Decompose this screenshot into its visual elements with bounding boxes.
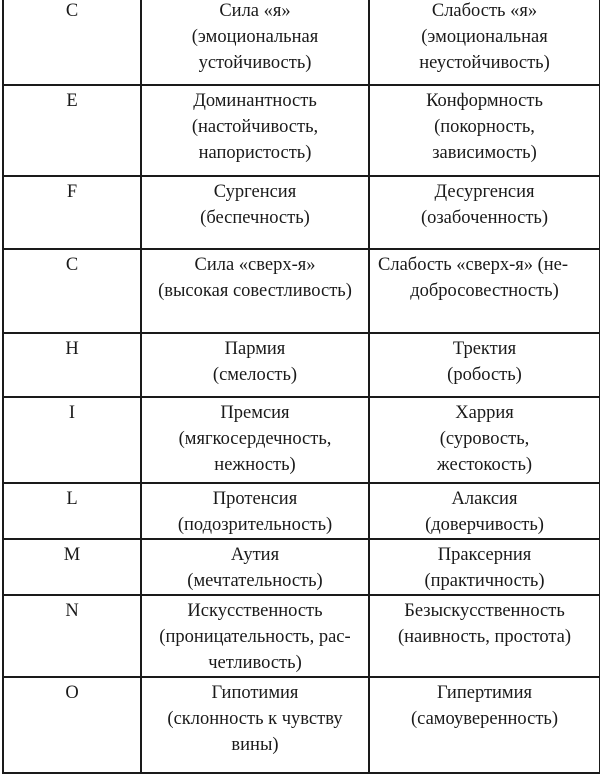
factor-code-text: C bbox=[65, 255, 79, 275]
high-pole-line: (эмоциональная bbox=[191, 27, 319, 47]
factor-code-text: I bbox=[68, 403, 76, 423]
table-row bbox=[3, 595, 600, 677]
personality-factor-table bbox=[2, 0, 600, 774]
high-pole-line: (подозрительность) bbox=[177, 515, 333, 535]
high-pole-line: нежность) bbox=[214, 455, 296, 475]
low-pole-line: зависимость) bbox=[432, 143, 537, 163]
table-row bbox=[3, 85, 600, 176]
factor-code bbox=[3, 397, 141, 483]
high-pole-cell bbox=[141, 483, 369, 539]
high-pole-line: устойчивость) bbox=[198, 53, 312, 73]
low-pole-line: (практичность) bbox=[424, 571, 545, 591]
low-pole-line: неустойчивость) bbox=[419, 53, 550, 73]
high-pole-line: вины) bbox=[231, 735, 279, 755]
high-pole-line: Аутия bbox=[230, 545, 280, 565]
factor-code-text: C bbox=[65, 1, 79, 21]
high-pole-cell bbox=[141, 333, 369, 397]
table-row bbox=[3, 176, 600, 249]
high-pole-line: (склонность к чувству bbox=[167, 709, 343, 729]
factor-code bbox=[3, 483, 141, 539]
factor-code bbox=[3, 85, 141, 176]
low-pole-cell bbox=[369, 595, 600, 677]
low-pole-line: (эмоциональная bbox=[421, 27, 548, 47]
table-row bbox=[3, 249, 600, 333]
high-pole-cell bbox=[141, 249, 369, 333]
low-pole-cell bbox=[369, 0, 600, 85]
low-pole-cell bbox=[369, 176, 600, 249]
low-pole-line: (наивность, простота) bbox=[397, 627, 572, 647]
low-pole-line: (доверчивость) bbox=[425, 515, 544, 535]
factor-code-text: N bbox=[65, 601, 79, 621]
factor-code bbox=[3, 176, 141, 249]
high-pole-line: Сила «сверх-я» bbox=[194, 255, 316, 275]
low-pole-line: Тректия bbox=[452, 339, 517, 359]
low-pole-line: жестокость) bbox=[436, 455, 533, 475]
factor-code-text: H bbox=[65, 339, 79, 359]
low-pole-cell bbox=[369, 483, 600, 539]
high-pole-line: Сургенсия bbox=[213, 182, 297, 202]
high-pole-line: напористость) bbox=[198, 143, 312, 163]
low-pole-line: Безыскусственность bbox=[404, 601, 565, 621]
low-pole-line: (робость) bbox=[447, 365, 522, 385]
high-pole-line: (высокая совестливость) bbox=[158, 281, 352, 301]
low-pole-line: Слабость «сверх-я» (не- bbox=[378, 255, 569, 275]
high-pole-line: (проницательность, рас- bbox=[159, 627, 351, 647]
high-pole-cell bbox=[141, 0, 369, 85]
high-pole-cell bbox=[141, 539, 369, 595]
factor-code bbox=[3, 595, 141, 677]
high-pole-line: Искусственность bbox=[187, 601, 323, 621]
factor-code bbox=[3, 677, 141, 773]
high-pole-cell bbox=[141, 176, 369, 249]
low-pole-line: (самоуверенность) bbox=[410, 709, 558, 729]
low-pole-line: (покорность, bbox=[434, 117, 535, 137]
low-pole-line: Праксерния bbox=[437, 545, 532, 565]
low-pole-cell bbox=[369, 333, 600, 397]
high-pole-line: Доминантность bbox=[193, 91, 317, 111]
table-row bbox=[3, 397, 600, 483]
low-pole-line: добросовестность) bbox=[410, 281, 559, 301]
high-pole-line: (мягкосердечность, bbox=[178, 429, 332, 449]
high-pole-line: Протенсия bbox=[212, 489, 298, 509]
high-pole-cell bbox=[141, 595, 369, 677]
high-pole-cell bbox=[141, 677, 369, 773]
high-pole-line: четливость) bbox=[208, 653, 302, 673]
low-pole-line: Гипертимия bbox=[436, 683, 533, 703]
factor-code-text: M bbox=[63, 545, 81, 565]
factor-code bbox=[3, 333, 141, 397]
low-pole-line: (суровость, bbox=[439, 429, 530, 449]
factor-code-text: F bbox=[66, 182, 78, 202]
factor-code bbox=[3, 539, 141, 595]
low-pole-line: Харрия bbox=[455, 403, 514, 423]
low-pole-cell bbox=[369, 85, 600, 176]
table-row bbox=[3, 0, 600, 85]
high-pole-cell bbox=[141, 397, 369, 483]
low-pole-cell bbox=[369, 539, 600, 595]
high-pole-cell bbox=[141, 85, 369, 176]
low-pole-line: (озабоченность) bbox=[420, 208, 549, 228]
low-pole-cell bbox=[369, 249, 600, 333]
high-pole-line: Сила «я» bbox=[219, 1, 291, 21]
factor-code bbox=[3, 249, 141, 333]
low-pole-cell bbox=[369, 677, 600, 773]
low-pole-line: Алаксия bbox=[451, 489, 518, 509]
high-pole-line: Премсия bbox=[220, 403, 290, 423]
table-row bbox=[3, 677, 600, 773]
factor-code-text: O bbox=[65, 683, 79, 703]
table-row bbox=[3, 333, 600, 397]
low-pole-line: Десургенсия bbox=[434, 182, 535, 202]
factor-code-text: E bbox=[66, 91, 78, 111]
high-pole-line: Гипотимия bbox=[211, 683, 299, 703]
low-pole-cell bbox=[369, 397, 600, 483]
high-pole-line: (мечтательность) bbox=[187, 571, 323, 591]
table-row bbox=[3, 483, 600, 539]
low-pole-line: Конформность bbox=[426, 91, 543, 111]
high-pole-line: Пармия bbox=[224, 339, 286, 359]
factor-code-text: L bbox=[66, 489, 78, 509]
table-row bbox=[3, 539, 600, 595]
factor-code bbox=[3, 0, 141, 85]
low-pole-line: Слабость «я» bbox=[431, 1, 538, 21]
high-pole-line: (смелость) bbox=[212, 365, 298, 385]
high-pole-line: (беспечность) bbox=[200, 208, 310, 228]
high-pole-line: (настойчивость, bbox=[191, 117, 319, 137]
